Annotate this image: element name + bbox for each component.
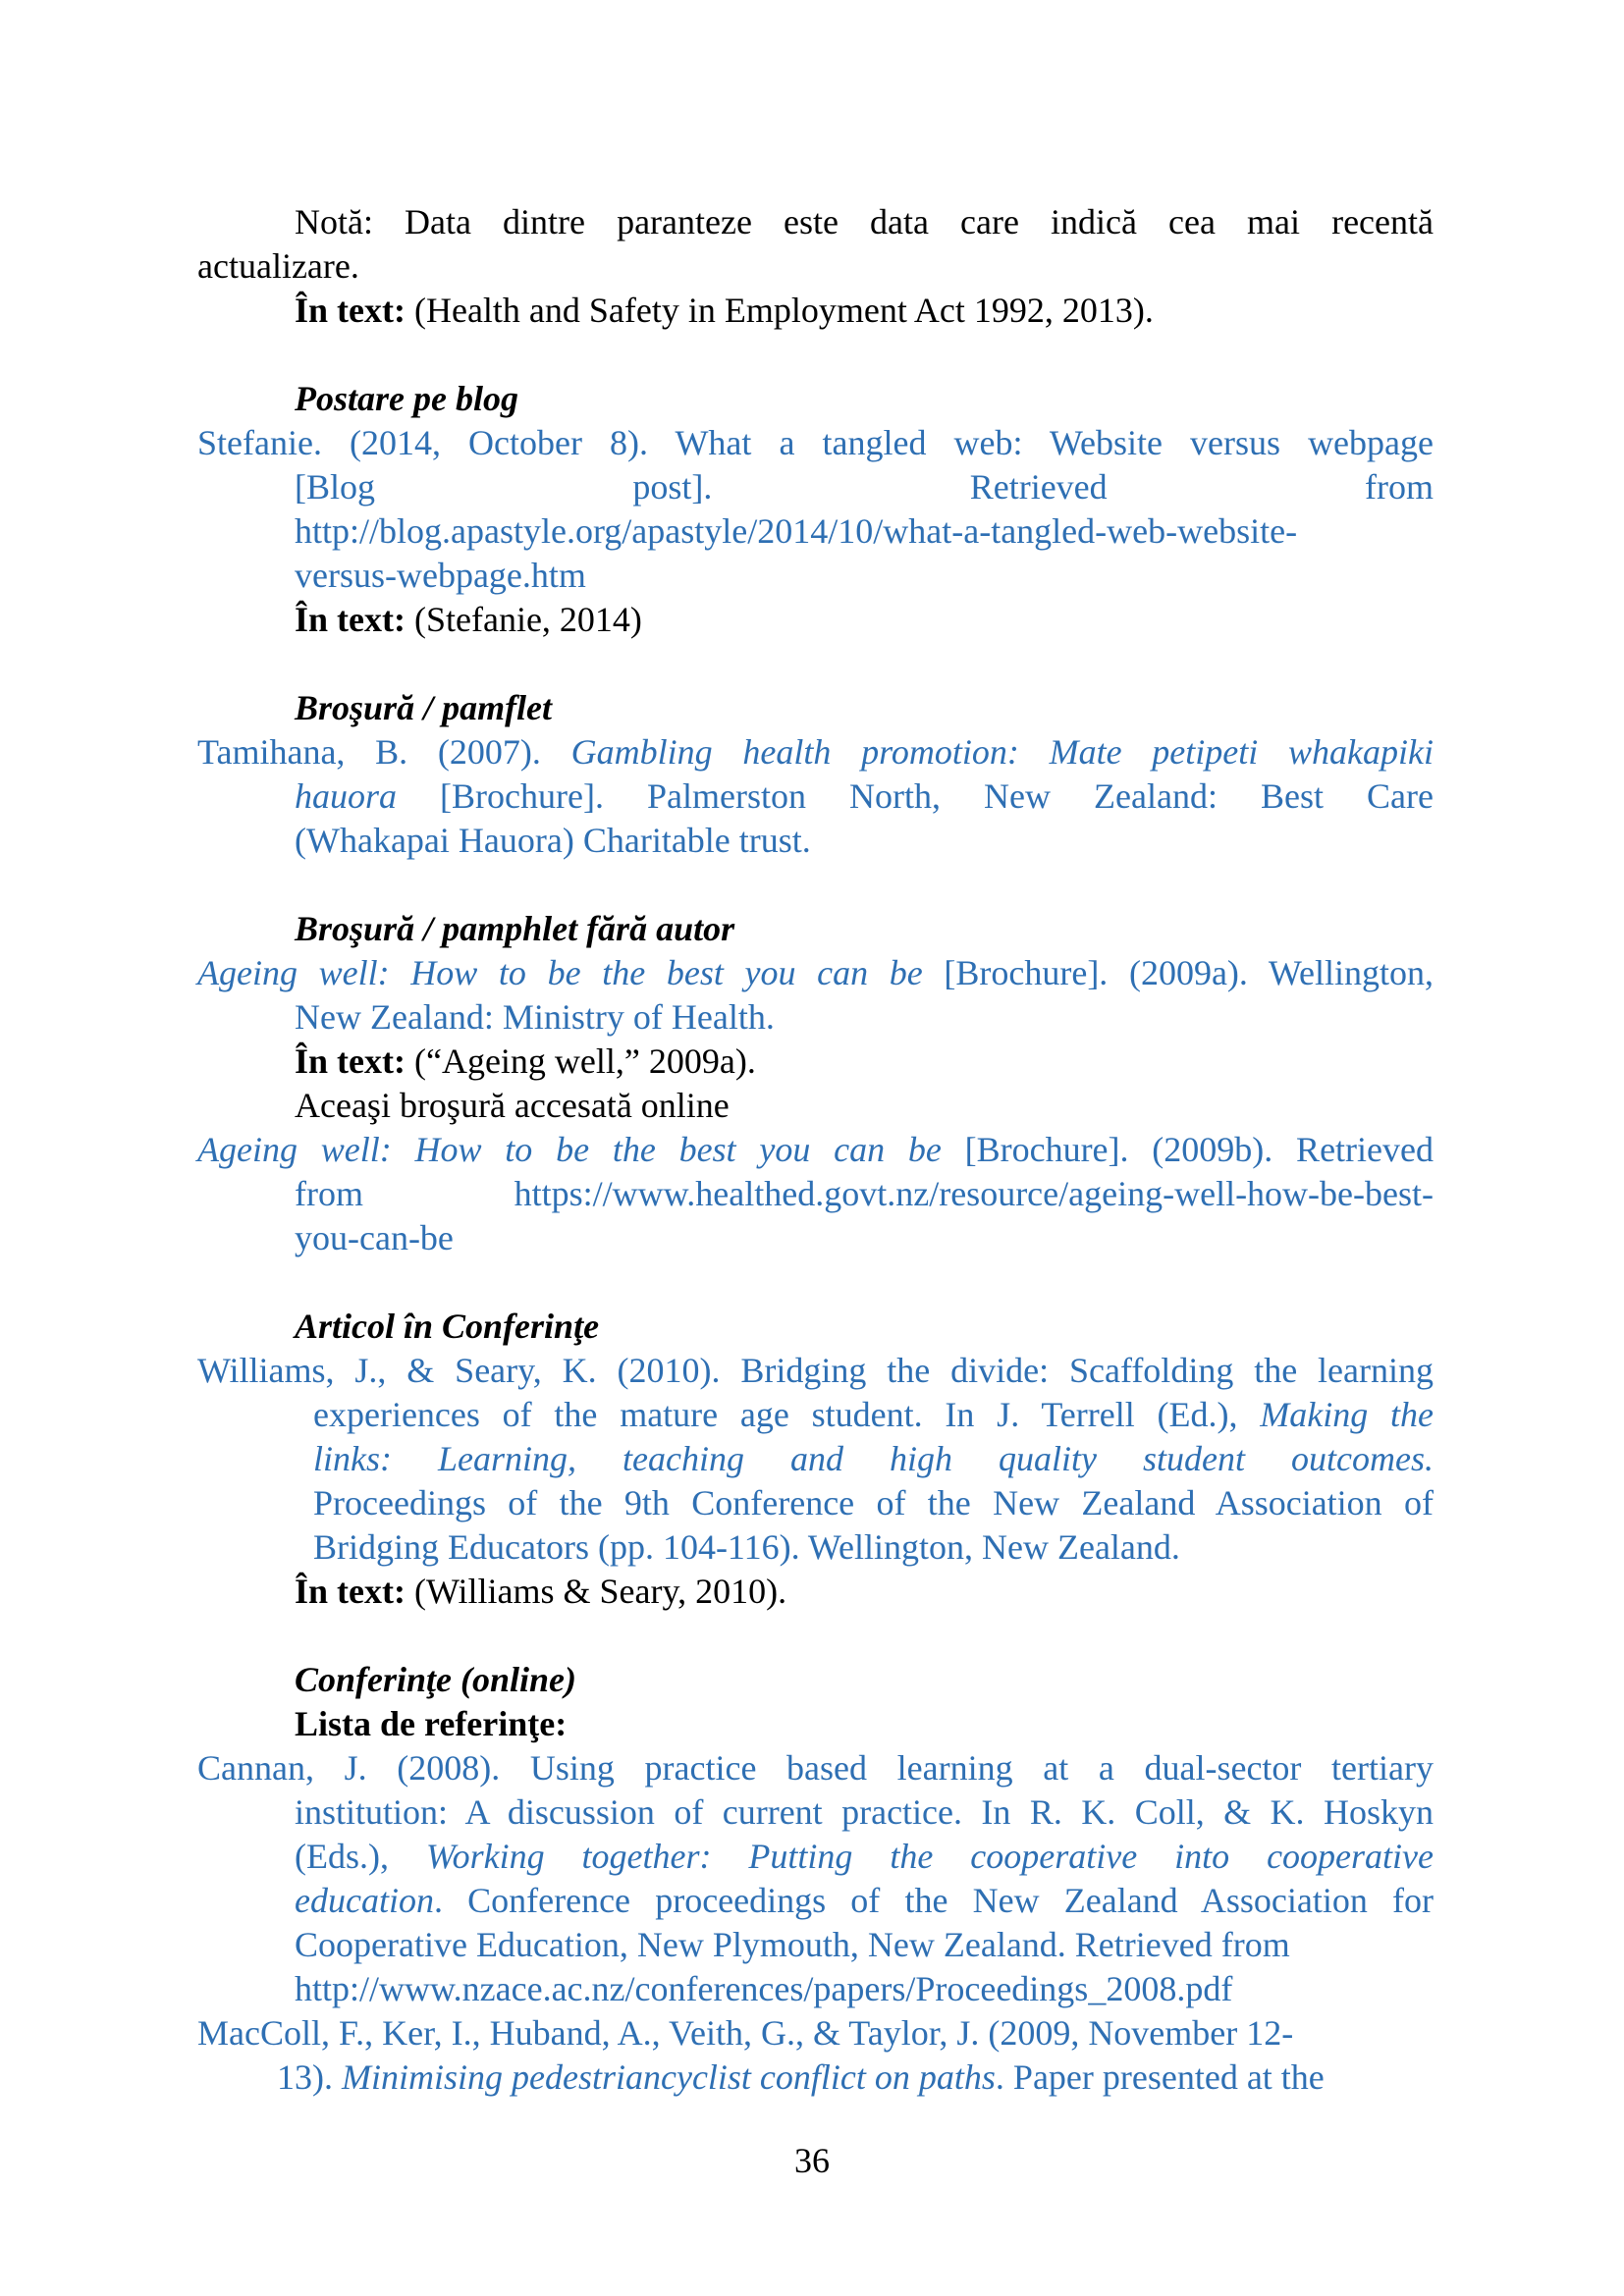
reference-line: Williams, J., & Seary, K. (2010). Bridging the divide: Scaffolding the learning xyxy=(197,1351,1434,1390)
reference-line xyxy=(295,774,1434,819)
reference-line xyxy=(313,1393,1434,1437)
reference-url: you-can-be xyxy=(295,1218,454,1257)
intext-label: În text: xyxy=(295,291,406,330)
reference-line: Proceedings of the 9th Conference of the New Zealand Association of xyxy=(313,1483,1434,1522)
reference-title: Minimising pedestriancyclist conflict on paths xyxy=(342,2057,996,2097)
reference-title: Ageing well: How to be the best you can be xyxy=(197,953,923,992)
reference-title: Ageing well: How to be the best you can be xyxy=(197,1130,942,1169)
reference-url: http://blog.apastyle.org/apastyle/2014/10/what-a-tangled-web-website- xyxy=(295,511,1298,551)
reference-line: New Zealand: Ministry of Health. xyxy=(295,997,775,1037)
reference-line: Stefanie. (2014, October 8). What a tangled web: Website versus webpage xyxy=(197,423,1434,462)
intext-value: (Health and Safety in Employment Act 1992, 2013). xyxy=(405,291,1154,330)
reference-line xyxy=(295,1879,1434,1923)
reference-line xyxy=(197,951,1434,995)
intext-label: În text: xyxy=(295,1041,406,1081)
reference-text: 13). xyxy=(277,2057,342,2097)
reference-title: Gambling health promotion: Mate petipeti whakapiki xyxy=(570,732,1434,772)
section-heading: Conferinţe (online) xyxy=(295,1660,577,1699)
reference-line xyxy=(277,2056,1325,2100)
intext-citation xyxy=(295,1570,786,1614)
reference-author: Tamihana, B. (2007). xyxy=(197,732,571,772)
reference-line: Bridging Educators (pp. 104-116). Wellington, New Zealand. xyxy=(313,1527,1180,1567)
reference-text: . Paper presented at the xyxy=(995,2057,1325,2097)
note-line: Notă: Data dintre paranteze este data care indică cea mai recentă xyxy=(295,202,1434,241)
intext-label: În text: xyxy=(295,600,406,639)
reference-title: Working together: Putting the cooperative into cooperative xyxy=(425,1837,1435,1876)
reference-line xyxy=(295,1835,1434,1879)
reference-text: . Conference proceedings of the New Zealand Association for xyxy=(433,1881,1434,1920)
reference-url: http://www.nzace.ac.nz/conferences/papers/Proceedings_2008.pdf xyxy=(295,1969,1233,2008)
reference-title: education xyxy=(295,1881,434,1920)
online-note: Aceaşi broşură accesată online xyxy=(295,1086,730,1125)
reference-line: institution: A discussion of current practice. In R. K. Coll, & K. Hoskyn xyxy=(295,1792,1434,1832)
reference-line xyxy=(197,730,1434,774)
section-heading: Articol în Conferinţe xyxy=(295,1307,600,1346)
intext-citation xyxy=(295,1040,756,1084)
section-subheading: Lista de referinţe: xyxy=(295,1704,568,1743)
page-number: 36 xyxy=(794,2141,830,2180)
intext-citation xyxy=(295,598,642,642)
section-heading: Broşură / pamflet xyxy=(295,688,553,727)
reference-title: Making the xyxy=(1260,1395,1434,1434)
reference-text: (Eds.), xyxy=(295,1837,426,1876)
section-heading: Broşură / pamphlet fără autor xyxy=(295,909,735,948)
reference-line: [Blog post]. Retrieved from xyxy=(295,467,1434,507)
reference-line: (Whakapai Hauora) Charitable trust. xyxy=(295,821,811,860)
intext-value: (Stefanie, 2014) xyxy=(405,600,642,639)
reference-title: links: Learning, teaching and high quality student outcomes. xyxy=(313,1439,1434,1478)
reference-url: from https://www.healthed.govt.nz/resource/ageing-well-how-be-best- xyxy=(295,1174,1434,1213)
reference-url: versus-webpage.htm xyxy=(295,556,586,595)
reference-line: Cooperative Education, New Plymouth, New Zealand. Retrieved from xyxy=(295,1925,1290,1964)
reference-line: MacColl, F., Ker, I., Huband, A., Veith, G., & Taylor, J. (2009, November 12- xyxy=(197,2013,1294,2053)
reference-text: [Brochure]. (2009b). Retrieved xyxy=(941,1130,1434,1169)
section-heading: Postare pe blog xyxy=(295,379,518,418)
reference-text: [Brochure]. Palmerston North, New Zealand: Best Care xyxy=(397,776,1434,816)
reference-text: experiences of the mature age student. In J. Terrell (Ed.), xyxy=(313,1395,1261,1434)
note-line: actualizare. xyxy=(197,246,359,286)
intext-value: (Williams & Seary, 2010). xyxy=(405,1572,787,1611)
intext-label: În text: xyxy=(295,1572,406,1611)
reference-title: hauora xyxy=(295,776,398,816)
intext-citation xyxy=(295,289,1154,333)
reference-text: [Brochure]. (2009a). Wellington, xyxy=(922,953,1434,992)
reference-line: Cannan, J. (2008). Using practice based learning at a dual-sector tertiary xyxy=(197,1748,1434,1788)
intext-value: (“Ageing well,” 2009a). xyxy=(405,1041,756,1081)
reference-line xyxy=(197,1128,1434,1172)
